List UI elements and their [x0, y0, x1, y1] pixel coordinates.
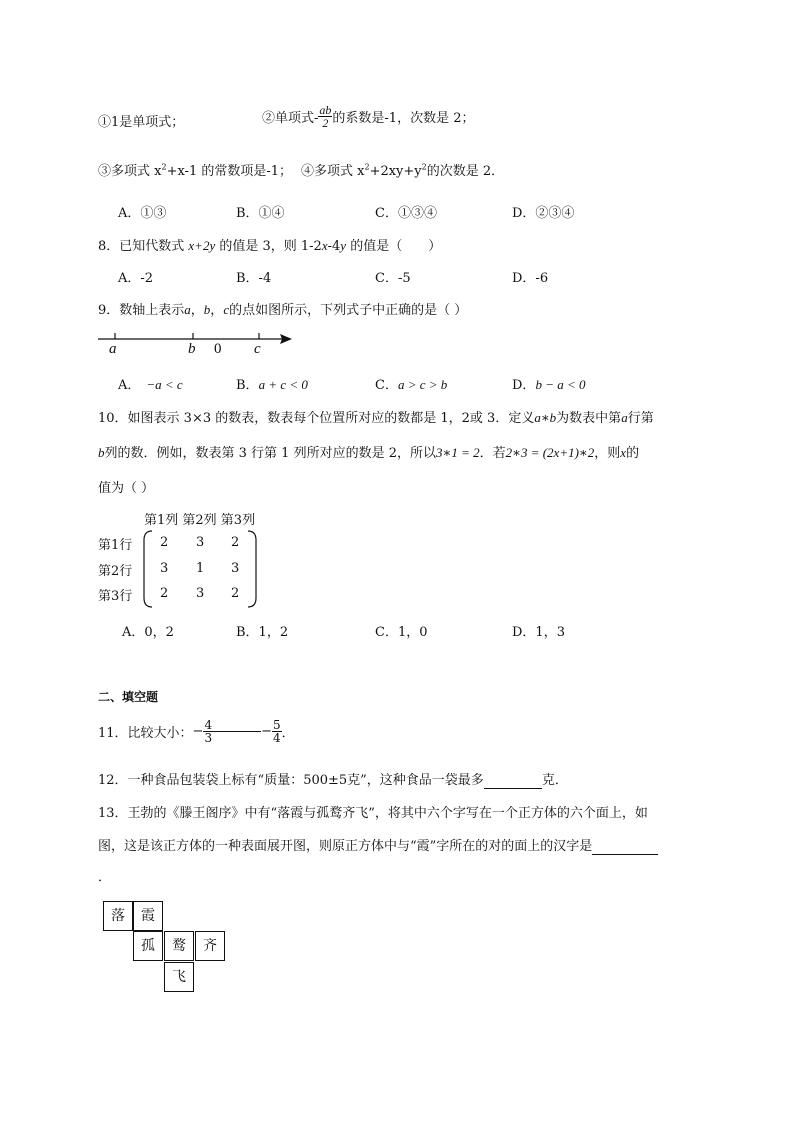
- net-cell-fei: 飞: [164, 962, 194, 992]
- q10-option-a[interactable]: A．0，2: [122, 625, 174, 640]
- q7-s4-sup2: 2: [421, 162, 427, 172]
- q7-statement-2: [262, 104, 474, 129]
- q11-f2-num: 5: [273, 718, 281, 732]
- q12-answer-blank[interactable]: [484, 773, 542, 789]
- q9-sep1: ，: [190, 303, 204, 318]
- q10-l2-x: x: [620, 445, 627, 460]
- q8-stem-mid: 的值是 3，则 1-2: [215, 239, 322, 254]
- q9-option-b-label: B．: [236, 378, 259, 393]
- q10-row-header-1: 第1行: [98, 538, 133, 553]
- q7-statement-4: [301, 160, 504, 179]
- q13-answer-blank[interactable]: [592, 839, 658, 855]
- q11-f2-den: 4: [273, 731, 281, 745]
- matrix-cell: 3: [196, 586, 205, 601]
- q10-option-b[interactable]: B．1，2: [236, 625, 289, 640]
- q7-s3-post: +x-1 的常数项是-1；: [166, 164, 293, 179]
- q10-l2-end: 的: [626, 446, 640, 461]
- q7-s3-sup: 2: [161, 162, 167, 172]
- net-cell-qi: 齐: [195, 931, 225, 961]
- q9-stem-post: 的点如图所示，下列式子中正确的是（ ）: [229, 303, 468, 318]
- q11-line: [98, 719, 295, 744]
- q11-f1-den: 3: [204, 731, 213, 745]
- q7-s2-suffix: 的系数是-1，次数是 2；: [332, 111, 475, 126]
- q10-l1-mid: 为数表中第: [556, 411, 622, 426]
- q9-option-d-label: D．: [512, 378, 536, 393]
- q10-l1-a: a: [621, 410, 628, 425]
- net-cell-gu: 孤: [133, 931, 163, 961]
- q11-pre: 11．比较大小：: [98, 726, 193, 741]
- q9-stem-pre: 9．数轴上表示: [98, 303, 185, 318]
- q11-f2-sign: −: [261, 724, 272, 739]
- q7-s4-pre: ④多项式 x: [301, 164, 365, 179]
- q10-row-header-2: 第2行: [98, 564, 133, 579]
- q11-fraction-2: [272, 719, 282, 744]
- matrix-cell: 2: [231, 535, 240, 550]
- q10-option-d[interactable]: D．1，3: [512, 625, 565, 640]
- q9-option-d-expr: b − a < 0: [535, 377, 586, 392]
- matrix-cell: 2: [160, 586, 169, 601]
- matrix-cell: 1: [196, 561, 205, 576]
- q9-var-a: a: [184, 302, 191, 317]
- q10-row-header-3: 第3行: [98, 589, 133, 604]
- axis-label-c: c: [254, 341, 261, 357]
- q10-l2-eq: 3∗1 = 2: [435, 445, 480, 460]
- q10-l1-def: a∗b: [534, 410, 557, 425]
- q7-option-d[interactable]: D．②③④: [512, 206, 575, 221]
- q7-option-c[interactable]: C．①③④: [375, 206, 437, 221]
- q9-option-c-label: C．: [375, 378, 398, 393]
- q7-statement-3: [98, 160, 292, 179]
- q8-stem-pre: 8．已知代数式: [98, 239, 189, 254]
- q8-stem: [98, 235, 441, 254]
- q10-l1-pre: 10．如图表示 3×3 的数表，数表每个位置所对应的数都是 1，2或 3．定义: [98, 411, 535, 426]
- q10-line-3: 值为（ ）: [98, 481, 155, 496]
- net-cell-xia: 霞: [133, 901, 163, 931]
- q10-line-2: [98, 442, 639, 461]
- q8-expr3: y: [340, 238, 347, 253]
- matrix-cell: 2: [160, 535, 169, 550]
- net-cell-luo: 落: [103, 901, 133, 931]
- q9-sep2: ，: [210, 303, 224, 318]
- q10-l2-b: b: [98, 445, 105, 460]
- q10-l2-mid: ．若: [479, 446, 506, 461]
- q12-pre: 12．一种食品包装袋上标有“质量：500±5克”，这种食品一袋最多: [98, 773, 484, 788]
- q13-line-2: [98, 835, 658, 855]
- matrix-cell: 2: [231, 586, 240, 601]
- axis-label-zero: 0: [214, 341, 222, 357]
- q13-l2-text: 图，这是该正方体的一种表面展开图，则原正方体中与“霞”字所在的对的面上的汉字是: [98, 839, 593, 854]
- q9-option-c[interactable]: [375, 374, 447, 393]
- q9-option-c-expr: a > c > b: [397, 377, 448, 392]
- q7-s3-pre: ③多项式 x: [98, 164, 162, 179]
- q9-number-line: [96, 328, 296, 362]
- q9-option-a-expr: −a < c: [146, 377, 183, 392]
- q12-post: 克．: [541, 773, 568, 788]
- q8-option-b[interactable]: B．-4: [236, 271, 272, 286]
- q7-s2-fraction: [318, 104, 332, 129]
- q11-fraction-1: [203, 719, 213, 744]
- q9-stem: [98, 299, 467, 318]
- q13-line-3: ．: [98, 870, 112, 885]
- q10-l1-post: 行第: [627, 411, 654, 426]
- q13-line-1: 13．王勃的《滕王阁序》中有“落霞与孤鹜齐飞”，将其中六个字写在一个正方体的六个面上，如: [98, 806, 648, 821]
- q9-option-a[interactable]: [118, 374, 183, 393]
- q10-option-c[interactable]: C．1，0: [375, 625, 428, 640]
- matrix-cell: 3: [196, 535, 205, 550]
- q10-l2-post: ，则: [594, 446, 621, 461]
- q12-line: [98, 769, 568, 789]
- q8-stem-post: 的值是（ ）: [346, 239, 442, 254]
- q9-option-b-expr: a + c < 0: [258, 377, 308, 392]
- axis-label-a: a: [109, 341, 117, 357]
- q11-f1-num: 4: [204, 718, 213, 732]
- net-cell-wu: 鹜: [164, 931, 194, 961]
- q9-option-b[interactable]: [236, 374, 308, 393]
- q8-option-a[interactable]: A．-2: [118, 271, 154, 286]
- q7-option-a[interactable]: A．①③: [118, 206, 167, 221]
- q9-var-b: b: [203, 302, 211, 317]
- q11-post: ．: [281, 726, 295, 741]
- q9-option-a-label: A．: [118, 378, 141, 393]
- q11-answer-blank[interactable]: [213, 731, 261, 732]
- q10-l2-eq2: 2∗3 = (2x+1)∗2: [505, 445, 595, 460]
- q10-column-headers: 第1列 第2列 第3列: [144, 513, 256, 528]
- q7-s4-post: 的次数是 2．: [426, 164, 505, 179]
- q9-var-c: c: [223, 302, 230, 317]
- q7-s4-mid: +2xy+y: [369, 164, 422, 179]
- q11-f1-sign: −: [192, 724, 204, 739]
- axis-label-b: b: [188, 341, 196, 357]
- q7-s2-den: 2: [318, 116, 332, 129]
- section-2-title: 二、填空题: [98, 690, 159, 704]
- q9-option-d[interactable]: [512, 374, 585, 393]
- q7-statement-1: ①1是单项式；: [98, 115, 185, 130]
- q7-s4-sup1: 2: [364, 162, 370, 172]
- q8-expr: x+2y: [188, 238, 216, 253]
- q8-option-c[interactable]: C．-5: [375, 271, 411, 286]
- q8-option-d[interactable]: D．-6: [512, 271, 549, 286]
- matrix-cell: 3: [160, 561, 169, 576]
- q10-l2-pre: 列的数．例如，数表第 3 行第 1 列所对应的数是 2，所以: [104, 446, 436, 461]
- q7-s2-prefix: ②单项式-: [262, 111, 319, 126]
- q7-option-b[interactable]: B．①④: [236, 206, 285, 221]
- q7-s2-num: ab: [319, 103, 332, 117]
- q8-stem-mid2: -4: [327, 239, 341, 254]
- matrix-cell: 3: [231, 561, 240, 576]
- q10-line-1: [98, 407, 654, 426]
- q8-expr2: x: [321, 238, 328, 253]
